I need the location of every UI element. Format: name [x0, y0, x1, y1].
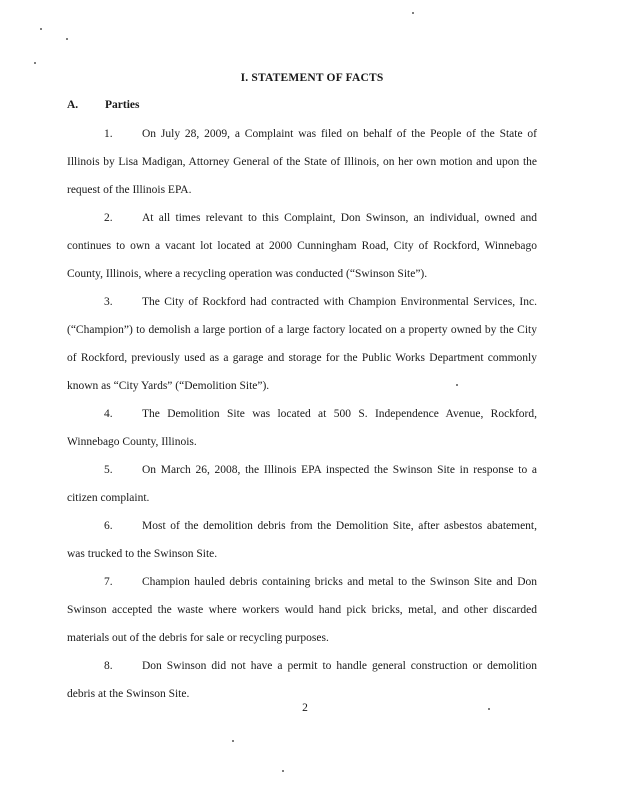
subsection-heading [67, 99, 139, 111]
paragraph-number: 1. [104, 128, 113, 140]
paragraph-text: The City of Rockford had contracted with Champion Environmental Services, Inc. (“Champion”) to demolish a large portion of a large factory located on a property owned by the City of Rockford, previously used as a garage and storage for the Public Works Department commonly known as “City Yards” (“Demolition Site”). [67, 296, 537, 392]
paragraph [67, 288, 537, 400]
paragraph [67, 120, 537, 204]
paragraph-text: Most of the demolition debris from the Demolition Site, after asbestos abatement, was trucked to the Swinson Site. [67, 520, 537, 560]
paragraph-number: 3. [104, 296, 113, 308]
subsection-title: Parties [105, 99, 140, 111]
paragraph-number: 8. [104, 660, 113, 672]
paragraph-text: On July 28, 2009, a Complaint was filed on behalf of the People of the State of Illinois by Lisa Madigan, Attorney General of the State of Illinois, on her own motion and upon the request of the Illinois EPA. [67, 128, 537, 196]
paragraph [67, 456, 537, 512]
scan-speck [66, 38, 68, 40]
scan-speck [282, 770, 284, 772]
paragraph-number: 4. [104, 408, 113, 420]
paragraph-number: 7. [104, 576, 113, 588]
paragraph-text: Champion hauled debris containing bricks and metal to the Swinson Site and Don Swinson accepted the waste where workers would hand pick bricks, metal, and other discarded materials out of the debris for sale or recycling purposes. [67, 576, 537, 644]
paragraph-text: On March 26, 2008, the Illinois EPA inspected the Swinson Site in response to a citizen complaint. [67, 464, 537, 504]
paragraph [67, 204, 537, 288]
paragraph-number: 6. [104, 520, 113, 532]
subsection-letter: A. [67, 99, 79, 111]
paragraph [67, 652, 537, 708]
paragraph [67, 568, 537, 652]
scan-speck [412, 12, 414, 14]
paragraph-number: 2. [104, 212, 113, 224]
paragraph-number: 5. [104, 464, 113, 476]
page-number: 2 [302, 702, 308, 714]
paragraph-text: At all times relevant to this Complaint, Don Swinson, an individual, owned and continues to own a vacant lot located at 2000 Cunningham Road, City of Rockford, Winnebago County, Illinois, where a recycling operation was conducted (“Swinson Site”). [67, 212, 537, 280]
paragraph-text: The Demolition Site was located at 500 S. Independence Avenue, Rockford, Winnebago County, Illinois. [67, 408, 537, 448]
paragraph-text: Don Swinson did not have a permit to handle general construction or demolition debris at the Swinson Site. [67, 660, 537, 700]
scan-speck [40, 28, 42, 30]
paragraph [67, 512, 537, 568]
section-heading: I. STATEMENT OF FACTS [240, 72, 384, 84]
scan-speck [232, 740, 234, 742]
paragraph [67, 400, 537, 456]
scan-speck [34, 62, 36, 64]
